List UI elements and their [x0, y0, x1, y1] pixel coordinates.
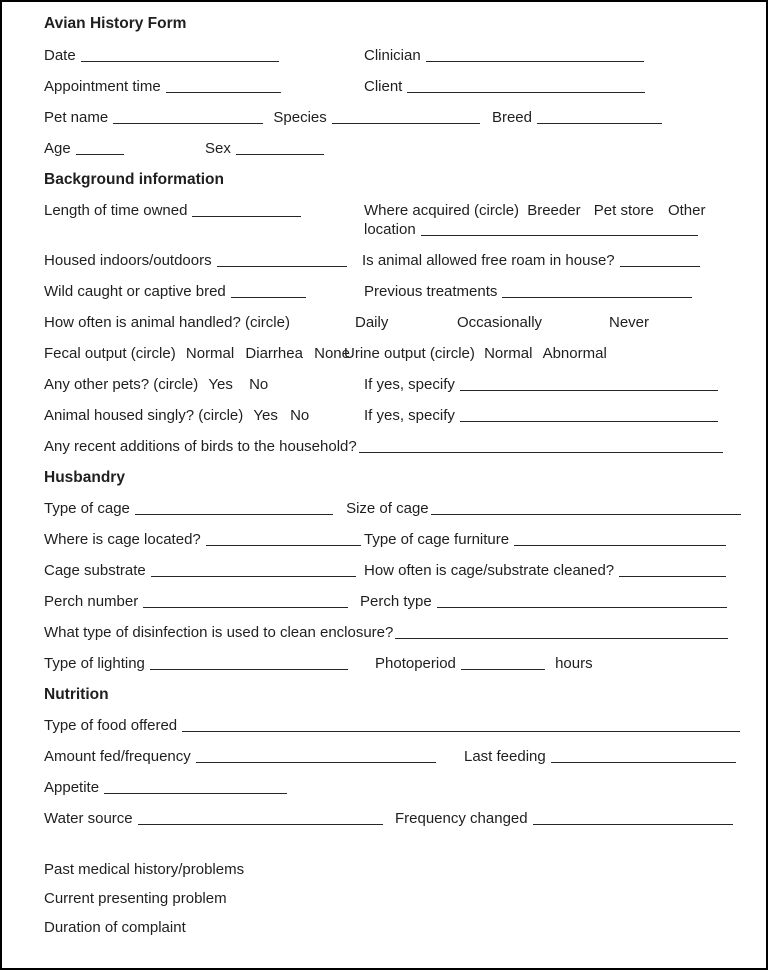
section-heading-husbandry: Husbandry [44, 469, 125, 486]
option-occasionally[interactable]: Occasionally [457, 314, 543, 331]
lighting-blank[interactable] [150, 657, 348, 670]
row-date-clinician [44, 46, 726, 65]
option-urine-abnormal[interactable]: Abnormal [542, 345, 607, 362]
urine-label: Urine output (circle) [344, 345, 475, 362]
option-pet-store[interactable]: Pet store [593, 202, 654, 219]
option-daily[interactable]: Daily [355, 314, 389, 331]
previous-treatments-group [364, 282, 692, 301]
other-pets-label: Any other pets? (circle) [44, 376, 199, 393]
where-acquired-line [364, 202, 705, 219]
lighting-label: Type of lighting [44, 655, 145, 672]
wild-caught-blank[interactable] [231, 285, 306, 298]
length-owned-blank[interactable] [192, 204, 301, 217]
duration-label: Duration of complaint [44, 919, 186, 936]
row-fecal-urine [44, 344, 726, 363]
disinfection-blank[interactable] [395, 626, 728, 639]
species-blank[interactable] [332, 111, 480, 124]
clinician-group [364, 46, 644, 65]
age-label: Age [44, 140, 71, 157]
amount-fed-blank[interactable] [196, 750, 436, 763]
pet-name-label: Pet name [44, 109, 109, 126]
last-feeding-group [464, 747, 736, 766]
row-cage-type-size [44, 499, 726, 518]
location-blank[interactable] [421, 223, 698, 236]
appointment-time-blank[interactable] [166, 80, 281, 93]
option-other-pets-no[interactable]: No [249, 376, 269, 393]
if-yes-specify-blank-1[interactable] [460, 378, 718, 391]
row-other-pets [44, 375, 726, 394]
appetite-blank[interactable] [104, 781, 287, 794]
last-feeding-label: Last feeding [464, 748, 546, 765]
housed-label: Housed indoors/outdoors [44, 252, 212, 269]
cage-substrate-label: Cage substrate [44, 562, 146, 579]
photoperiod-blank[interactable] [461, 657, 545, 670]
client-blank[interactable] [407, 80, 645, 93]
water-source-blank[interactable] [138, 812, 383, 825]
housed-blank[interactable] [217, 254, 347, 267]
row-disinfection [44, 623, 726, 642]
housed-singly-label: Animal housed singly? (circle) [44, 407, 244, 424]
past-medical-label: Past medical history/problems [44, 861, 245, 878]
species-label: Species [273, 109, 327, 126]
handled-label: How often is animal handled? (circle) [44, 314, 290, 331]
row-perch [44, 592, 726, 611]
row-amount-lastfeeding [44, 747, 726, 766]
frequency-changed-group [395, 809, 733, 828]
section-heading-background: Background information [44, 171, 224, 188]
breed-label: Breed [491, 109, 532, 126]
date-label: Date [44, 47, 76, 64]
cage-located-label: Where is cage located? [44, 531, 201, 548]
section-heading-nutrition: Nutrition [44, 686, 109, 703]
last-feeding-blank[interactable] [551, 750, 736, 763]
row-cage-location-furniture [44, 530, 726, 549]
row-pet-species-breed [44, 108, 726, 127]
wild-caught-label: Wild caught or captive bred [44, 283, 226, 300]
hours-label: hours [555, 655, 593, 672]
row-housed-freeroam [44, 251, 726, 270]
cage-furniture-blank[interactable] [514, 533, 726, 546]
cage-cleaned-label: How often is cage/substrate cleaned? [364, 562, 615, 579]
row-lighting-photoperiod [44, 654, 726, 673]
location-line [364, 220, 705, 239]
option-housed-singly-no[interactable]: No [290, 407, 310, 424]
cage-substrate-blank[interactable] [151, 564, 356, 577]
age-blank[interactable] [76, 142, 124, 155]
row-age-sex [44, 139, 726, 158]
urine-group [344, 344, 607, 363]
perch-number-blank[interactable] [143, 595, 348, 608]
perch-type-group [360, 592, 727, 611]
food-offered-label: Type of food offered [44, 717, 178, 734]
row-recent-additions [44, 437, 726, 456]
cage-cleaned-group [364, 561, 726, 580]
cage-furniture-label: Type of cage furniture [364, 531, 510, 548]
option-fecal-normal[interactable]: Normal [185, 345, 235, 362]
perch-type-blank[interactable] [437, 595, 727, 608]
row-water-frequency [44, 809, 726, 828]
appetite-label: Appetite [44, 779, 100, 796]
row-housed-singly [44, 406, 726, 425]
perch-number-label: Perch number [44, 593, 139, 610]
option-fecal-none[interactable]: None [314, 345, 350, 362]
sex-group [205, 139, 324, 158]
pet-name-blank[interactable] [113, 111, 263, 124]
if-yes-specify-label: If yes, specify [364, 376, 455, 393]
row-length-owned-acquired [44, 201, 726, 239]
form-title: Avian History Form [44, 15, 187, 32]
amount-fed-label: Amount fed/frequency [44, 748, 191, 765]
location-label: location [364, 221, 416, 238]
perch-type-label: Perch type [360, 593, 432, 610]
size-of-cage-label: Size of cage [346, 500, 429, 517]
option-never[interactable]: Never [609, 314, 650, 331]
photoperiod-label: Photoperiod [375, 655, 456, 672]
option-urine-normal[interactable]: Normal [484, 345, 533, 362]
previous-treatments-label: Previous treatments [364, 283, 498, 300]
if-yes-specify-group-1 [364, 375, 718, 394]
option-breeder[interactable]: Breeder [527, 202, 581, 219]
type-of-cage-label: Type of cage [44, 500, 130, 517]
disinfection-label: What type of disinfection is used to clean enclosure? [44, 624, 394, 641]
client-group [364, 77, 645, 96]
photoperiod-group [375, 654, 593, 673]
option-other[interactable]: Other [667, 202, 706, 219]
sex-blank[interactable] [236, 142, 324, 155]
row-food-offered [44, 716, 726, 735]
water-source-label: Water source [44, 810, 133, 827]
current-problem-label: Current presenting problem [44, 890, 227, 907]
if-yes-specify-blank-2[interactable] [460, 409, 718, 422]
row-substrate-cleaned [44, 561, 726, 580]
free-roam-group [362, 251, 700, 270]
size-of-cage-blank[interactable] [431, 502, 741, 515]
breed-blank[interactable] [537, 111, 662, 124]
length-owned-label: Length of time owned [44, 202, 188, 219]
client-label: Client [364, 78, 403, 95]
date-blank[interactable] [81, 49, 279, 62]
frequency-changed-blank[interactable] [533, 812, 733, 825]
row-appetite [44, 778, 726, 797]
clinician-blank[interactable] [426, 49, 644, 62]
sex-label: Sex [205, 140, 231, 157]
cage-located-blank[interactable] [206, 533, 361, 546]
frequency-changed-label: Frequency changed [395, 810, 528, 827]
clinician-label: Clinician [364, 47, 421, 64]
type-of-cage-blank[interactable] [135, 502, 333, 515]
option-housed-singly-yes[interactable]: Yes [253, 407, 278, 424]
food-offered-blank[interactable] [182, 719, 740, 732]
recent-additions-blank[interactable] [359, 440, 723, 453]
where-acquired-label: Where acquired (circle) [364, 202, 520, 219]
row-wildcaught-treatments [44, 282, 726, 301]
row-handled [44, 313, 726, 332]
where-acquired-group [364, 201, 705, 239]
if-yes-specify-label: If yes, specify [364, 407, 455, 424]
option-fecal-diarrhea[interactable]: Diarrhea [245, 345, 303, 362]
free-roam-label: Is animal allowed free roam in house? [362, 252, 615, 269]
free-roam-blank[interactable] [620, 254, 700, 267]
if-yes-specify-group-2 [364, 406, 718, 425]
fecal-label: Fecal output (circle) [44, 345, 176, 362]
row-appointment-client [44, 77, 726, 96]
previous-treatments-blank[interactable] [502, 285, 692, 298]
cage-furniture-group [364, 530, 726, 549]
option-other-pets-yes[interactable]: Yes [208, 376, 233, 393]
appointment-time-label: Appointment time [44, 78, 161, 95]
cage-cleaned-blank[interactable] [619, 564, 726, 577]
recent-additions-label: Any recent additions of birds to the household? [44, 438, 357, 455]
